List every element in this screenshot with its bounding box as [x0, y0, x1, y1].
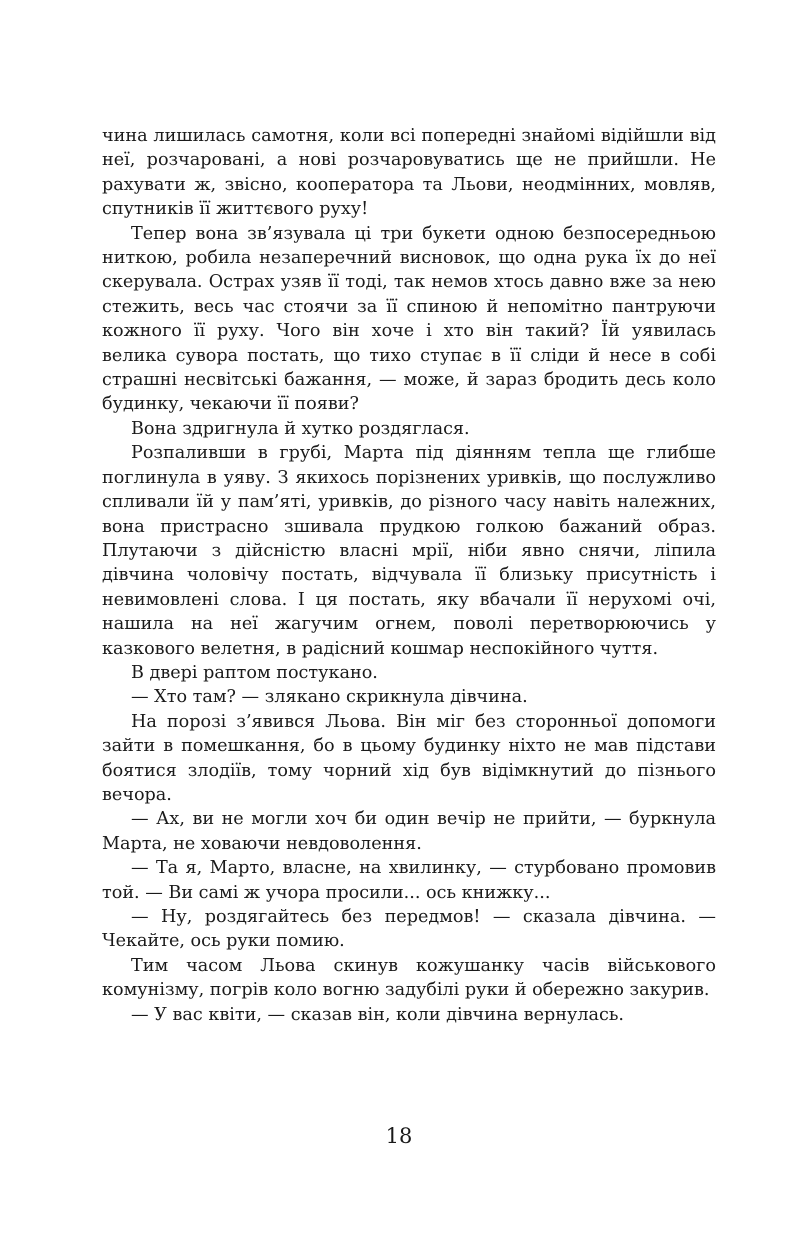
paragraph-10: — Ну, роздягайтесь без передмов! — сказала дівчина. — Чекайте, ось руки помию. — [102, 907, 716, 952]
paragraph-12: — У вас квіти, — сказав він, коли дівчина вернулась. — [131, 1004, 625, 1025]
page-body — [102, 124, 716, 1027]
paragraph-3: Вона здригнула й хутко роздяглася. — [131, 418, 470, 439]
paragraph-7: На порозі з’явився Льова. Він міг без сторонньої допомоги зайти в помешкання, бо в цьому будинку ніхто не мав підстави боятися злодіїв, тому чорний хід був відімкнутий до пізнього вечора. — [102, 711, 716, 805]
paragraph-8: — Ах, ви не могли хоч би один вечір не прийти, — буркнула Марта, не ховаючи невдоволення. — [102, 809, 716, 854]
paragraph-9: — Та я, Марто, власне, на хвилинку, — стурбовано промовив той. — Ви самі ж учора просили... ось книжку... — [102, 858, 716, 903]
paragraph-11: Тим часом Льова скинув кожушанку часів військового комунізму, погрів коло вогню задубілі руки й обережно закурив. — [102, 955, 716, 1001]
paragraph-4: Розпаливши в грубі, Марта під діянням тепла ще глибше поглинула в уяву. З якихось порізнених уривків, що послужливо спливали їй у пам’яті, уривків, до різного часу навіть належних, вона пристрасно зшивала прудкою голкою бажаний образ. Плутаючи з дійсністю власні мрії, ніби явно снячи, ліпила дівчина чоловічу постать, відчувала її близьку присутність і невимовлені слова. І ця постать, яку вбачали її нерухомі очі, нашила на неї жагучим огнем, поволі перетворюючись у казкового велетня, в радісний кошмар неспокійного чуття. — [102, 443, 716, 659]
paragraph-2: Тепер вона зв’язувала ці три букети одною безпосередньою ниткою, робила незаперечний висновок, що одна рука їх до неї скерувала. Острах узяв її тоді, так немов хтось давно вже за нею стежить, весь час стоячи за її спиною й непомітно пантруючи кожного її руху. Чого він хоче і хто він такий? Їй уявилась велика сувора постать, що тихо ступає в її сліди й несе в собі страшні несвітські бажання, — може, й зараз бродить десь коло будинку, чекаючи її появи? — [102, 223, 716, 415]
paragraph-5: В двері раптом постукано. — [131, 662, 378, 683]
paragraph-1: чина лишилась самотня, коли всі попередні знайомі відійшли від неї, розчаровані, а нові розчаровуватись ще не прийшли. Не рахувати ж, звісно, кооператора та Льови, неодмінних, мовляв, спутників її життєвого руху! — [102, 126, 716, 220]
page-number: 18 — [385, 1124, 413, 1148]
paragraph-6: — Хто там? — злякано скрикнула дівчина. — [131, 687, 528, 708]
